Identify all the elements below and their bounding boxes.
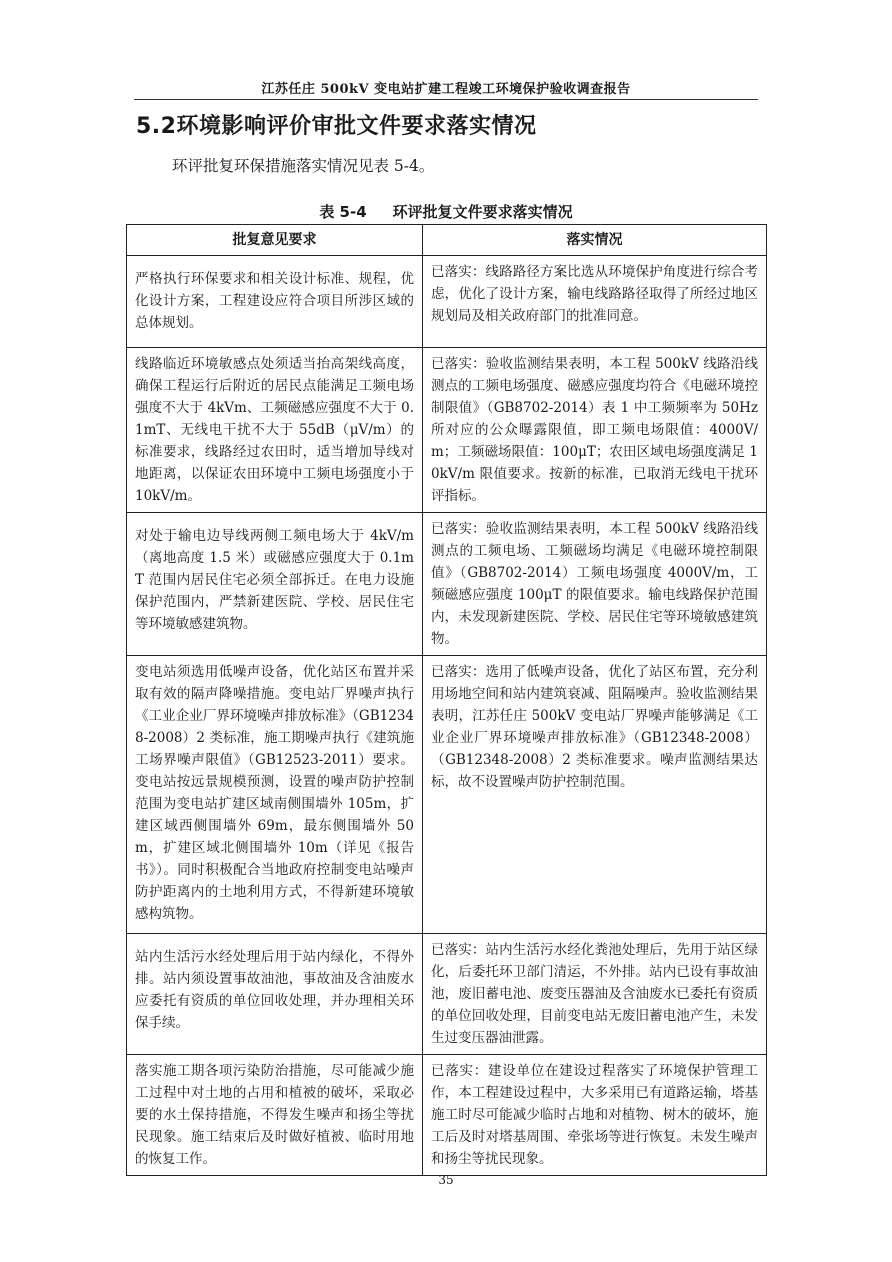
- status-cell: 已落实：站内生活污水经化粪池处理后，先用于站区绿化，后委托环卫部门清运，不外排。站内已设有事故油池，废旧蓄电池、废变压器油及含油废水已委托有资质的单位回收处理，目前变电站无废旧蓄电池产生，未发生过变压器油泄露。: [423, 934, 767, 1055]
- requirements-table: [126, 224, 767, 1176]
- requirement-cell: 站内生活污水经处理后用于站内绿化，不得外排。站内须设置事故油池，事故油及含油废水应委托有资质的单位回收处理，并办理相关环保手续。: [127, 934, 423, 1055]
- table-caption-title: 环评批复文件要求落实情况: [392, 203, 573, 221]
- table-caption-number: 表 5-4: [319, 203, 367, 221]
- header-rule: [134, 99, 758, 100]
- running-header: 江苏任庄 500kV 变电站扩建工程竣工环境保护验收调查报告: [261, 82, 631, 97]
- requirement-cell: 线路临近环境敏感点处须适当抬高架线高度，确保工程运行后附近的居民点能满足工频电场强度不大于 4kVm、工频磁感应强度不大于 0.1mT、无线电干扰不大于 55dB（μV/m）的标准要求，线路经过农田时，适当增加导线对地距离，以保证农田环境中工频电场强度小于 10kV/m。: [127, 348, 423, 513]
- table-row: [127, 256, 767, 348]
- section-intro: 环评批复环保措施落实情况见表 5-4。: [172, 157, 435, 175]
- table-row: [127, 656, 767, 934]
- section-title: 5.2环境影响评价审批文件要求落实情况: [136, 114, 537, 139]
- requirement-cell: 对处于输电边导线两侧工频电场大于 4kV/m（离地高度 1.5 米）或磁感应强度大于 0.1mT 范围内居民住宅必须全部拆迁。在电力设施保护范围内，严禁新建医院、学校、居民住宅等环境敏感建筑物。: [127, 513, 423, 656]
- column-header-status: 落实情况: [423, 225, 767, 256]
- table-caption: [0, 201, 892, 222]
- table-header-row: [127, 225, 767, 256]
- table-row: [127, 348, 767, 513]
- status-cell: 已落实：验收监测结果表明，本工程 500kV 线路沿线测点的工频电场、工频磁场均满足《电磁环境控制限值》（GB8702-2014）工频电场强度 4000V/m，工频磁感应强度 100μT 的限值要求。输电线路保护范围内，未发现新建医院、学校、居民住宅等环境敏感建筑物。: [423, 513, 767, 656]
- status-cell: 已落实：选用了低噪声设备，优化了站区布置，充分利用场地空间和站内建筑衰减、阻隔噪声。验收监测结果表明，江苏任庄 500kV 变电站厂界噪声能够满足《工业企业厂界环境噪声排放标准》（GB12348-2008）（GB12348-2008）2 类标准要求。噪声监测结果达标，故不设置噪声防护控制范围。: [423, 656, 767, 934]
- status-cell: 已落实：验收监测结果表明，本工程 500kV 线路沿线测点的工频电场强度、磁感应强度均符合《电磁环境控制限值》（GB8702-2014）表 1 中工频频率为 50Hz 所对应的公众曝露限值，即工频电场限值：4000V/m；工频磁场限值：100μT；农田区域电场强度满足 10kV/m 限值要求。按新的标准，已取消无线电干扰环评指标。: [423, 348, 767, 513]
- column-header-requirement: 批复意见要求: [127, 225, 423, 256]
- requirement-cell: 落实施工期各项污染防治措施，尽可能减少施工过程中对土地的占用和植被的破坏，采取必要的水土保持措施，不得发生噪声和扬尘等扰民现象。施工结束后及时做好植被、临时用地的恢复工作。: [127, 1055, 423, 1176]
- table-row: [127, 513, 767, 656]
- requirement-cell: 严格执行环保要求和相关设计标准、规程，优化设计方案，工程建设应符合项目所涉区域的总体规划。: [127, 256, 423, 348]
- page-number: 35: [438, 1173, 454, 1187]
- status-cell: 已落实：建设单位在建设过程落实了环境保护管理工作，本工程建设过程中，大多采用已有道路运输，塔基施工时尽可能减少临时占地和对植物、树木的破坏，施工后及时对塔基周围、牵张场等进行恢复。未发生噪声和扬尘等扰民现象。: [423, 1055, 767, 1176]
- table-row: [127, 1055, 767, 1176]
- requirement-cell: 变电站须选用低噪声设备，优化站区布置并采取有效的隔声降噪措施。变电站厂界噪声执行《工业企业厂界环境噪声排放标准》（GB12348-2008）2 类标准，施工期噪声执行《建筑施工场界噪声限值》（GB12523-2011）要求。变电站按远景规模预测，设置的噪声防护控制范围为变电站扩建区域南侧围墙外 105m，扩建区域西侧围墙外 69m，最东侧围墙外 50m，扩建区域北侧围墙外 10m（详见《报告书》）。同时积极配合当地政府控制变电站噪声防护距离内的土地利用方式，不得新建环境敏感构筑物。: [127, 656, 423, 934]
- status-cell: 已落实：线路路径方案比选从环境保护角度进行综合考虑，优化了设计方案，输电线路路径取得了所经过地区规划局及相关政府部门的批准同意。: [423, 256, 767, 348]
- table-row: [127, 934, 767, 1055]
